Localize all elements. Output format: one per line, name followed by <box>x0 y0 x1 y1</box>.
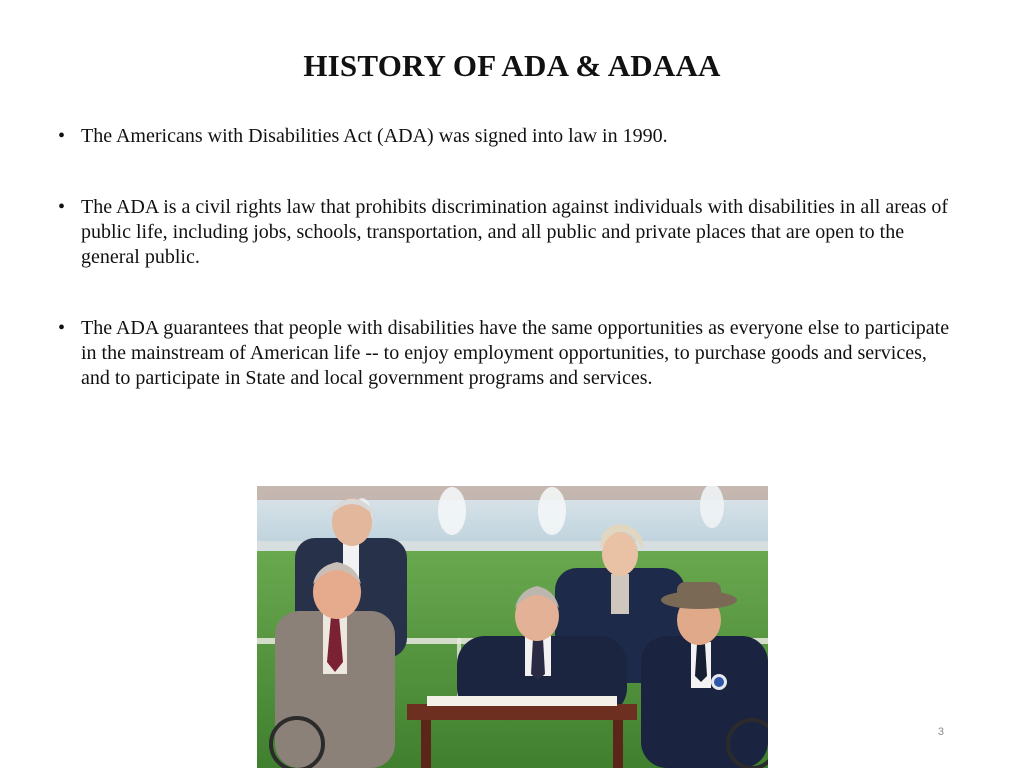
bullet-text: The Americans with Disabilities Act (ADA) was signed into law in 1990. <box>81 125 668 147</box>
bullet-marker: • <box>58 317 66 339</box>
bullet-text: The ADA is a civil rights law that prohibits discrimination against individuals with disabilities in all areas of public life, including jobs, schools, transportation, and all public and private places that are open to the general public. <box>81 196 949 268</box>
bullet-item <box>58 316 958 391</box>
bullet-item <box>58 124 958 149</box>
bullet-marker: • <box>58 125 66 147</box>
page-number: 3 <box>937 726 944 738</box>
signing-ceremony-photo <box>257 486 768 768</box>
bullet-list <box>58 124 958 391</box>
bullet-marker: • <box>58 196 66 218</box>
slide-title: HISTORY OF ADA & ADAAA <box>303 48 721 83</box>
bullet-text: The ADA guarantees that people with disabilities have the same opportunities as everyone else to participate in the mainstream of American life -- to enjoy employment opportunities, to purchase goods and services, and to participate in State and local government programs and services. <box>81 317 950 389</box>
bullet-item <box>58 195 958 270</box>
